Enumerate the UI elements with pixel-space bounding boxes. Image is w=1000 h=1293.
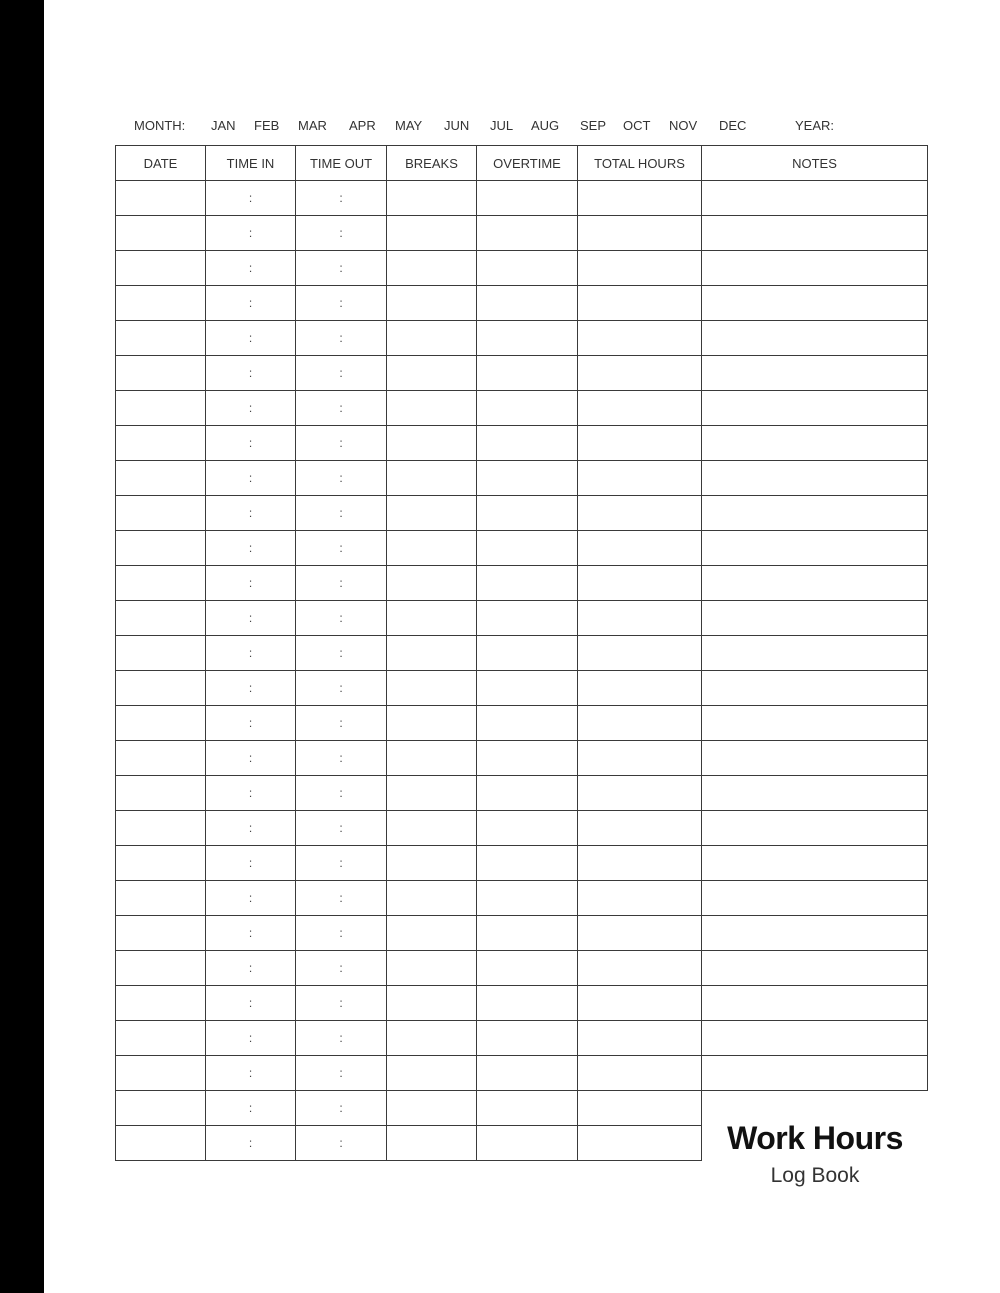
- month-sep[interactable]: SEP: [580, 118, 607, 133]
- notes-cell[interactable]: [702, 776, 928, 811]
- table-row: [116, 531, 928, 566]
- date-cell[interactable]: [116, 1126, 206, 1161]
- total-hours-cell[interactable]: [578, 286, 702, 321]
- overtime-cell[interactable]: [477, 321, 578, 356]
- column-header-total-hours: TOTAL HOURS: [578, 146, 702, 181]
- overtime-cell[interactable]: [477, 216, 578, 251]
- time-in-cell[interactable]: :: [206, 391, 296, 426]
- notes-cell[interactable]: [702, 1056, 928, 1091]
- total-hours-cell[interactable]: [578, 881, 702, 916]
- column-header-overtime: OVERTIME: [477, 146, 578, 181]
- date-cell[interactable]: [116, 1021, 206, 1056]
- total-hours-cell[interactable]: [578, 776, 702, 811]
- overtime-cell[interactable]: [477, 636, 578, 671]
- total-hours-cell[interactable]: [578, 601, 702, 636]
- time-in-cell[interactable]: :: [206, 811, 296, 846]
- time-in-cell[interactable]: :: [206, 741, 296, 776]
- column-header-notes: NOTES: [702, 146, 928, 181]
- breaks-cell[interactable]: [387, 321, 477, 356]
- overtime-cell[interactable]: [477, 496, 578, 531]
- table-row: [116, 1056, 928, 1091]
- notes-cell[interactable]: [702, 986, 928, 1021]
- time-out-cell[interactable]: :: [296, 461, 387, 496]
- time-out-cell[interactable]: :: [296, 1056, 387, 1091]
- month-apr[interactable]: APR: [349, 118, 376, 133]
- breaks-cell[interactable]: [387, 1021, 477, 1056]
- time-in-cell[interactable]: :: [206, 286, 296, 321]
- month-mar[interactable]: MAR: [298, 118, 327, 133]
- table-row: [116, 916, 928, 951]
- time-in-cell[interactable]: :: [206, 1056, 296, 1091]
- overtime-cell[interactable]: [477, 986, 578, 1021]
- date-cell[interactable]: [116, 601, 206, 636]
- date-cell[interactable]: [116, 426, 206, 461]
- table-row: [116, 986, 928, 1021]
- overtime-cell[interactable]: [477, 286, 578, 321]
- table-body: [116, 181, 928, 1161]
- breaks-cell[interactable]: [387, 496, 477, 531]
- overtime-cell[interactable]: [477, 1021, 578, 1056]
- total-hours-cell[interactable]: [578, 916, 702, 951]
- notes-cell[interactable]: [702, 881, 928, 916]
- year-label: YEAR:: [795, 118, 835, 133]
- date-cell[interactable]: [116, 496, 206, 531]
- month-nov[interactable]: NOV: [669, 118, 698, 133]
- table-row: [116, 356, 928, 391]
- table-row: [116, 566, 928, 601]
- total-hours-cell[interactable]: [578, 986, 702, 1021]
- brand-subtitle: Log Book: [770, 1164, 860, 1187]
- time-in-cell[interactable]: :: [206, 846, 296, 881]
- column-header-breaks: BREAKS: [387, 146, 477, 181]
- date-cell[interactable]: [116, 1091, 206, 1126]
- overtime-cell[interactable]: [477, 531, 578, 566]
- time-in-cell[interactable]: :: [206, 636, 296, 671]
- time-in-cell[interactable]: :: [206, 671, 296, 706]
- time-out-cell[interactable]: :: [296, 286, 387, 321]
- time-in-cell[interactable]: :: [206, 426, 296, 461]
- breaks-cell[interactable]: [387, 881, 477, 916]
- total-hours-cell[interactable]: [578, 671, 702, 706]
- overtime-cell[interactable]: [477, 741, 578, 776]
- overtime-cell[interactable]: [477, 181, 578, 216]
- notes-cell[interactable]: [702, 286, 928, 321]
- date-cell[interactable]: [116, 321, 206, 356]
- month-label: MONTH:: [134, 118, 186, 133]
- date-cell[interactable]: [116, 391, 206, 426]
- time-out-cell[interactable]: :: [296, 881, 387, 916]
- time-out-cell[interactable]: :: [296, 531, 387, 566]
- total-hours-cell[interactable]: [578, 461, 702, 496]
- table-row: [116, 1021, 928, 1056]
- total-hours-cell[interactable]: [578, 1021, 702, 1056]
- date-cell[interactable]: [116, 566, 206, 601]
- time-in-cell[interactable]: :: [206, 566, 296, 601]
- breaks-cell[interactable]: [387, 216, 477, 251]
- month-jun[interactable]: JUN: [444, 118, 470, 133]
- total-hours-cell[interactable]: [578, 566, 702, 601]
- overtime-cell[interactable]: [477, 566, 578, 601]
- overtime-cell[interactable]: [477, 251, 578, 286]
- brand-title: Work Hours: [727, 1120, 903, 1156]
- overtime-cell[interactable]: [477, 1091, 578, 1126]
- time-in-cell[interactable]: :: [206, 356, 296, 391]
- time-in-cell[interactable]: :: [206, 601, 296, 636]
- date-cell[interactable]: [116, 706, 206, 741]
- date-cell[interactable]: [116, 916, 206, 951]
- total-hours-cell[interactable]: [578, 496, 702, 531]
- time-out-cell[interactable]: :: [296, 776, 387, 811]
- time-out-cell[interactable]: :: [296, 671, 387, 706]
- total-hours-cell[interactable]: [578, 531, 702, 566]
- column-header-time-in: TIME IN: [206, 146, 296, 181]
- notes-cell[interactable]: [702, 181, 928, 216]
- total-hours-cell[interactable]: [578, 846, 702, 881]
- notes-cell[interactable]: [702, 321, 928, 356]
- breaks-cell[interactable]: [387, 636, 477, 671]
- total-hours-cell[interactable]: [578, 216, 702, 251]
- breaks-cell[interactable]: [387, 181, 477, 216]
- table-row: [116, 251, 928, 286]
- table-row: [116, 321, 928, 356]
- breaks-cell[interactable]: [387, 461, 477, 496]
- month-aug[interactable]: AUG: [531, 118, 560, 133]
- notes-cell[interactable]: [702, 846, 928, 881]
- total-hours-cell[interactable]: [578, 356, 702, 391]
- total-hours-cell[interactable]: [578, 636, 702, 671]
- breaks-cell[interactable]: [387, 741, 477, 776]
- total-hours-cell[interactable]: [578, 1126, 702, 1161]
- time-in-cell[interactable]: :: [206, 216, 296, 251]
- overtime-cell[interactable]: [477, 881, 578, 916]
- breaks-cell[interactable]: [387, 671, 477, 706]
- total-hours-cell[interactable]: [578, 181, 702, 216]
- table-row: [116, 846, 928, 881]
- notes-cell[interactable]: [702, 216, 928, 251]
- overtime-cell[interactable]: [477, 776, 578, 811]
- overtime-cell[interactable]: [477, 846, 578, 881]
- month-jan[interactable]: JAN: [211, 118, 236, 133]
- month-oct[interactable]: OCT: [623, 118, 651, 133]
- date-cell[interactable]: [116, 216, 206, 251]
- date-cell[interactable]: [116, 846, 206, 881]
- total-hours-cell[interactable]: [578, 251, 702, 286]
- column-header-date: DATE: [116, 146, 206, 181]
- total-hours-cell[interactable]: [578, 321, 702, 356]
- date-cell[interactable]: [116, 356, 206, 391]
- time-out-cell[interactable]: :: [296, 916, 387, 951]
- breaks-cell[interactable]: [387, 951, 477, 986]
- month-dec[interactable]: DEC: [719, 118, 747, 133]
- time-out-cell[interactable]: :: [296, 356, 387, 391]
- date-cell[interactable]: [116, 1056, 206, 1091]
- table-row: [116, 881, 928, 916]
- breaks-cell[interactable]: [387, 1126, 477, 1161]
- column-header-time-out: TIME OUT: [296, 146, 387, 181]
- breaks-cell[interactable]: [387, 811, 477, 846]
- notes-cell[interactable]: [702, 251, 928, 286]
- overtime-cell[interactable]: [477, 391, 578, 426]
- time-out-cell[interactable]: :: [296, 391, 387, 426]
- breaks-cell[interactable]: [387, 566, 477, 601]
- overtime-cell[interactable]: [477, 426, 578, 461]
- breaks-cell[interactable]: [387, 846, 477, 881]
- time-in-cell[interactable]: :: [206, 951, 296, 986]
- notes-cell[interactable]: [702, 706, 928, 741]
- time-out-cell[interactable]: :: [296, 601, 387, 636]
- time-out-cell[interactable]: :: [296, 986, 387, 1021]
- overtime-cell[interactable]: [477, 1126, 578, 1161]
- total-hours-cell[interactable]: [578, 741, 702, 776]
- breaks-cell[interactable]: [387, 601, 477, 636]
- time-in-cell[interactable]: :: [206, 916, 296, 951]
- total-hours-cell[interactable]: [578, 706, 702, 741]
- table-row: [116, 636, 928, 671]
- breaks-cell[interactable]: [387, 426, 477, 461]
- total-hours-cell[interactable]: [578, 1056, 702, 1091]
- notes-cell[interactable]: [702, 671, 928, 706]
- breaks-cell[interactable]: [387, 986, 477, 1021]
- date-cell[interactable]: [116, 776, 206, 811]
- table-row: [116, 391, 928, 426]
- table-row: [116, 461, 928, 496]
- breaks-cell[interactable]: [387, 1056, 477, 1091]
- notes-cell[interactable]: [702, 391, 928, 426]
- time-in-cell[interactable]: :: [206, 461, 296, 496]
- time-in-cell[interactable]: :: [206, 1126, 296, 1161]
- table-row: [116, 181, 928, 216]
- date-cell[interactable]: [116, 461, 206, 496]
- overtime-cell[interactable]: [477, 706, 578, 741]
- time-out-cell[interactable]: :: [296, 636, 387, 671]
- time-in-cell[interactable]: :: [206, 181, 296, 216]
- table-row: [116, 286, 928, 321]
- notes-cell[interactable]: [702, 566, 928, 601]
- date-cell[interactable]: [116, 286, 206, 321]
- notes-cell[interactable]: [702, 741, 928, 776]
- total-hours-cell[interactable]: [578, 391, 702, 426]
- table-row: [116, 496, 928, 531]
- overtime-cell[interactable]: [477, 1056, 578, 1091]
- book-spine: [0, 0, 44, 1293]
- total-hours-cell[interactable]: [578, 426, 702, 461]
- notes-cell[interactable]: [702, 916, 928, 951]
- time-out-cell[interactable]: :: [296, 1091, 387, 1126]
- time-out-cell[interactable]: :: [296, 216, 387, 251]
- time-in-cell[interactable]: :: [206, 496, 296, 531]
- time-in-cell[interactable]: :: [206, 881, 296, 916]
- table-row: [116, 776, 928, 811]
- table-row: [116, 741, 928, 776]
- time-out-cell[interactable]: :: [296, 741, 387, 776]
- overtime-cell[interactable]: [477, 916, 578, 951]
- date-cell[interactable]: [116, 251, 206, 286]
- date-cell[interactable]: [116, 881, 206, 916]
- date-cell[interactable]: [116, 986, 206, 1021]
- notes-cell[interactable]: [702, 951, 928, 986]
- breaks-cell[interactable]: [387, 391, 477, 426]
- notes-cell[interactable]: [702, 426, 928, 461]
- date-cell[interactable]: [116, 671, 206, 706]
- total-hours-cell[interactable]: [578, 1091, 702, 1126]
- breaks-cell[interactable]: [387, 251, 477, 286]
- date-cell[interactable]: [116, 811, 206, 846]
- time-out-cell[interactable]: :: [296, 1021, 387, 1056]
- date-cell[interactable]: [116, 531, 206, 566]
- table-header-row: [116, 146, 928, 181]
- time-out-cell[interactable]: :: [296, 811, 387, 846]
- notes-cell[interactable]: [702, 356, 928, 391]
- date-cell[interactable]: [116, 741, 206, 776]
- table-row: [116, 811, 928, 846]
- time-out-cell[interactable]: :: [296, 181, 387, 216]
- table-row: [116, 706, 928, 741]
- table-row: [116, 216, 928, 251]
- time-in-cell[interactable]: :: [206, 251, 296, 286]
- notes-cell[interactable]: [702, 811, 928, 846]
- breaks-cell[interactable]: [387, 776, 477, 811]
- month-jul[interactable]: JUL: [490, 118, 514, 133]
- month-year-header: [0, 118, 1000, 136]
- overtime-cell[interactable]: [477, 951, 578, 986]
- time-out-cell[interactable]: :: [296, 846, 387, 881]
- overtime-cell[interactable]: [477, 811, 578, 846]
- breaks-cell[interactable]: [387, 286, 477, 321]
- month-feb[interactable]: FEB: [254, 118, 280, 133]
- date-cell[interactable]: [116, 636, 206, 671]
- total-hours-cell[interactable]: [578, 811, 702, 846]
- notes-cell[interactable]: [702, 461, 928, 496]
- overtime-cell[interactable]: [477, 601, 578, 636]
- table-row: [116, 601, 928, 636]
- time-out-cell[interactable]: :: [296, 496, 387, 531]
- work-hours-table: [115, 145, 928, 1161]
- time-in-cell[interactable]: :: [206, 321, 296, 356]
- notes-cell[interactable]: [702, 1021, 928, 1056]
- time-out-cell[interactable]: :: [296, 1126, 387, 1161]
- date-cell[interactable]: [116, 951, 206, 986]
- time-out-cell[interactable]: :: [296, 426, 387, 461]
- time-in-cell[interactable]: :: [206, 986, 296, 1021]
- time-out-cell[interactable]: :: [296, 951, 387, 986]
- notes-cell[interactable]: [702, 531, 928, 566]
- notes-cell[interactable]: [702, 636, 928, 671]
- overtime-cell[interactable]: [477, 671, 578, 706]
- time-out-cell[interactable]: :: [296, 321, 387, 356]
- time-in-cell[interactable]: :: [206, 1091, 296, 1126]
- breaks-cell[interactable]: [387, 531, 477, 566]
- time-out-cell[interactable]: :: [296, 251, 387, 286]
- month-may[interactable]: MAY: [395, 118, 423, 133]
- time-in-cell[interactable]: :: [206, 706, 296, 741]
- time-out-cell[interactable]: :: [296, 706, 387, 741]
- date-cell[interactable]: [116, 181, 206, 216]
- breaks-cell[interactable]: [387, 356, 477, 391]
- overtime-cell[interactable]: [477, 356, 578, 391]
- breaks-cell[interactable]: [387, 1091, 477, 1126]
- table-row: [116, 951, 928, 986]
- breaks-cell[interactable]: [387, 706, 477, 741]
- overtime-cell[interactable]: [477, 461, 578, 496]
- total-hours-cell[interactable]: [578, 951, 702, 986]
- table-row: [116, 671, 928, 706]
- time-in-cell[interactable]: :: [206, 531, 296, 566]
- notes-cell[interactable]: [702, 496, 928, 531]
- time-out-cell[interactable]: :: [296, 566, 387, 601]
- time-in-cell[interactable]: :: [206, 1021, 296, 1056]
- table-row: [116, 426, 928, 461]
- breaks-cell[interactable]: [387, 916, 477, 951]
- notes-cell[interactable]: [702, 601, 928, 636]
- time-in-cell[interactable]: :: [206, 776, 296, 811]
